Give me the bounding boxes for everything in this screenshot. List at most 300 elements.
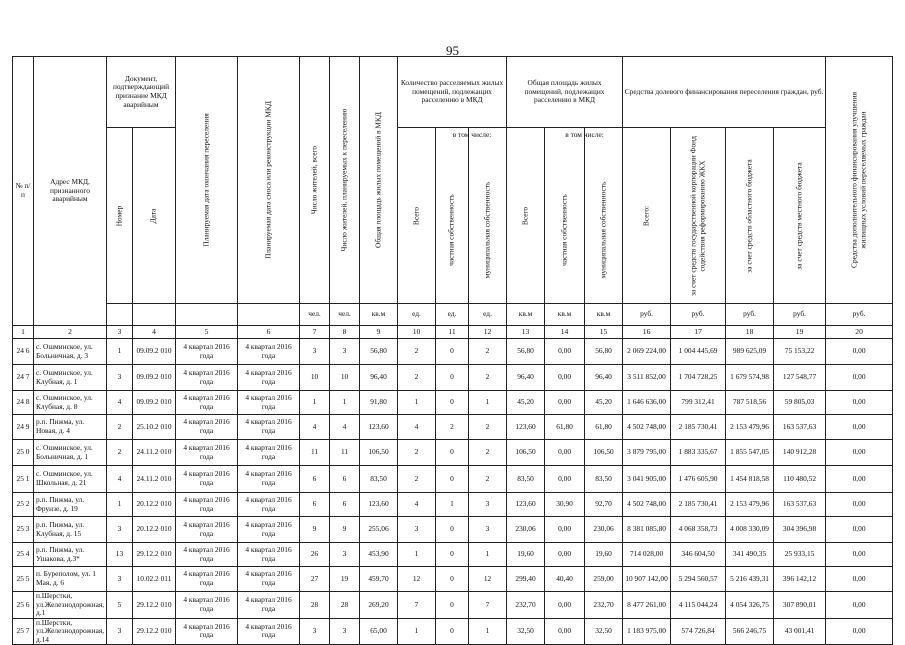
table-cell: 0,00	[826, 440, 893, 466]
unit-cell: чел.	[300, 304, 330, 326]
table-cell: 10	[330, 365, 360, 391]
table-cell: 4 квартал 2016 года	[176, 391, 238, 415]
table-cell: 0,00	[826, 365, 893, 391]
table-cell: 0,00	[826, 493, 893, 517]
table-cell: 1	[300, 391, 330, 415]
table-cell: 4	[107, 391, 133, 415]
header-funding: Средства долевого финансирования переселения граждан, руб.	[623, 57, 826, 128]
table-cell: 32,50	[585, 618, 623, 645]
table-cell: 0	[436, 466, 469, 493]
table-cell: 2	[469, 466, 507, 493]
table-cell: 0	[436, 391, 469, 415]
table-row	[13, 567, 893, 592]
table-cell: 3	[300, 339, 330, 365]
table-cell: 1 004 445,69	[671, 339, 726, 365]
table-cell: 96,40	[585, 365, 623, 391]
table-cell: 4	[330, 415, 360, 440]
unit-cell: кв.м	[507, 304, 545, 326]
table-cell: 19	[330, 567, 360, 592]
table-cell: 3	[469, 517, 507, 543]
table-cell: 10	[300, 365, 330, 391]
table-cell: 4 008 330,09	[726, 517, 774, 543]
header-resettle-end: Планируемая дата окончания переселения	[176, 57, 238, 304]
table-cell: 4 квартал 2016 года	[176, 493, 238, 517]
table-cell: 163 537,63	[774, 415, 826, 440]
table-cell: с. Ошминское, ул. Клубная, д. 1	[34, 365, 107, 391]
unit-cell: руб.	[671, 304, 726, 326]
units-row	[13, 304, 893, 326]
table-cell: 0,00	[826, 543, 893, 567]
column-number-cell: 8	[330, 326, 360, 339]
table-cell: 4	[107, 466, 133, 493]
table-cell: 5	[107, 592, 133, 619]
table-cell: 396 142,12	[774, 567, 826, 592]
table-cell: 1	[398, 618, 436, 645]
table-cell: 0,00	[545, 543, 585, 567]
table-cell: 0	[436, 543, 469, 567]
table-cell: 25 2	[13, 493, 34, 517]
table-cell: 0	[436, 365, 469, 391]
table-cell: 24.11.2 010	[133, 440, 176, 466]
table-cell: 453,90	[360, 543, 398, 567]
units-cell	[133, 304, 176, 326]
table-cell: 3	[107, 365, 133, 391]
unit-cell: руб.	[774, 304, 826, 326]
column-number-cell: 6	[238, 326, 300, 339]
table-cell: 1 454 818,58	[726, 466, 774, 493]
table-cell: 4 квартал 2016 года	[176, 592, 238, 619]
table-cell: 4	[300, 415, 330, 440]
header-qty-municipal: муниципальная собственность	[469, 128, 507, 304]
table-cell: 3	[469, 493, 507, 517]
table-cell: 59 805,03	[774, 391, 826, 415]
column-number-cell: 7	[300, 326, 330, 339]
unit-cell: кв.м	[545, 304, 585, 326]
table-cell: 714 028,00	[623, 543, 671, 567]
table-cell: 3	[330, 618, 360, 645]
table-cell: 1	[436, 493, 469, 517]
table-cell: 0	[436, 517, 469, 543]
table-cell: 2	[107, 415, 133, 440]
column-number-cell: 19	[774, 326, 826, 339]
table-cell: 0,00	[826, 618, 893, 645]
table-cell: 140 912,28	[774, 440, 826, 466]
column-number-cell: 12	[469, 326, 507, 339]
table-cell: 25 3	[13, 517, 34, 543]
table-cell: 61,80	[585, 415, 623, 440]
unit-cell: руб.	[623, 304, 671, 326]
table-cell: 2 185 730,41	[671, 415, 726, 440]
table-cell: 11	[330, 440, 360, 466]
header-area-municipal: муниципальная собственность	[585, 128, 623, 304]
table-cell: 3 041 905,00	[623, 466, 671, 493]
table-cell: 25 6	[13, 592, 34, 619]
table-cell: 2 185 730,41	[671, 493, 726, 517]
table-cell: 4 квартал 2016 года	[238, 493, 300, 517]
table-cell: 0	[436, 339, 469, 365]
table-cell: р.п. Пижма, ул. Ушакова, д.3*	[34, 543, 107, 567]
table-cell: 346 604,50	[671, 543, 726, 567]
unit-cell: чел.	[330, 304, 360, 326]
column-number-cell: 3	[107, 326, 133, 339]
header-document: Документ, подтверждающий признание МКД аварийным	[107, 57, 176, 128]
table-row	[13, 391, 893, 415]
table-cell: 20.12.2 010	[133, 493, 176, 517]
table-cell: 1 679 574,98	[726, 365, 774, 391]
units-cell	[176, 304, 238, 326]
table-cell: 1	[469, 543, 507, 567]
table-cell: 4 502 748,00	[623, 493, 671, 517]
header-fund-local: за счет средств местного бюджета	[774, 128, 826, 304]
table-cell: 5 216 439,31	[726, 567, 774, 592]
unit-cell: ед.	[469, 304, 507, 326]
table-cell: 43 001,41	[774, 618, 826, 645]
table-cell: 92,70	[585, 493, 623, 517]
header-qty-private: в том числе: частная собственность	[436, 128, 469, 304]
table-cell: 6	[330, 493, 360, 517]
header-area: Общая площадь жилых помещений, подлежащих расселению в МКД	[507, 57, 623, 128]
table-cell: 2	[398, 339, 436, 365]
table-cell: 1 646 636,00	[623, 391, 671, 415]
table-cell: 96,40	[360, 365, 398, 391]
table-cell: 10 907 142,00	[623, 567, 671, 592]
table-cell: 4 квартал 2016 года	[176, 440, 238, 466]
unit-cell: ед.	[398, 304, 436, 326]
table-cell: 230,06	[585, 517, 623, 543]
table-cell: 106,50	[360, 440, 398, 466]
table-cell: 40,40	[545, 567, 585, 592]
header-total-area: Общая площадь жилых помещений в МКД	[360, 57, 398, 304]
table-cell: 0,00	[545, 618, 585, 645]
header-area-private: в том числе: частная собственность	[545, 128, 585, 304]
table-cell: 3 511 852,00	[623, 365, 671, 391]
table-cell: 13	[107, 543, 133, 567]
table-cell: 75 153,22	[774, 339, 826, 365]
table-cell: 0,00	[826, 567, 893, 592]
table-row	[13, 592, 893, 619]
table-cell: 4 054 326,75	[726, 592, 774, 619]
table-cell: 56,80	[585, 339, 623, 365]
unit-cell: руб.	[826, 304, 893, 326]
column-number-cell: 9	[360, 326, 398, 339]
table-cell: с. Ошминское, ул. Школьная, д. 21	[34, 466, 107, 493]
table-cell: 110 480,52	[774, 466, 826, 493]
header-qty-total: Всего	[398, 128, 436, 304]
table-cell: п. Буреполом, ул. 1 Мая, д. 6	[34, 567, 107, 592]
table-cell: р.п. Пижма, ул. Фрунзе, д. 19	[34, 493, 107, 517]
column-number-cell: 17	[671, 326, 726, 339]
table-cell: 4 квартал 2016 года	[238, 339, 300, 365]
table-cell: 45,20	[585, 391, 623, 415]
table-cell: 24 8	[13, 391, 34, 415]
header-number: Номер	[107, 128, 133, 304]
table-cell: 307 890,01	[774, 592, 826, 619]
table-cell: 787 518,56	[726, 391, 774, 415]
table-cell: 2 153 479,96	[726, 415, 774, 440]
table-cell: 3	[330, 543, 360, 567]
header-demolition: Планируемая дата сноса или реконструкции МКД	[238, 57, 300, 304]
header-date: Дата	[133, 128, 176, 304]
table-cell: 6	[330, 466, 360, 493]
header-area-total: Всего	[507, 128, 545, 304]
header-additional: Средства дополнительного финансирования улучшения жилищных условий переселяемых граждан	[826, 57, 893, 304]
table-cell: 1	[469, 391, 507, 415]
table-cell: 3	[398, 517, 436, 543]
table-cell: 32,50	[507, 618, 545, 645]
column-number-cell: 15	[585, 326, 623, 339]
table-cell: 4 квартал 2016 года	[238, 592, 300, 619]
table-cell: 0	[436, 592, 469, 619]
unit-cell: ед.	[436, 304, 469, 326]
header-fund-total: Всего:	[623, 128, 671, 304]
table-cell: 2	[398, 365, 436, 391]
table-cell: 45,20	[507, 391, 545, 415]
table-cell: 11	[300, 440, 330, 466]
table-row	[13, 466, 893, 493]
table-cell: 0,00	[826, 592, 893, 619]
table-cell: 1	[107, 339, 133, 365]
table-cell: 0,00	[545, 517, 585, 543]
table-cell: 0,00	[826, 466, 893, 493]
table-cell: 29.12.2 010	[133, 543, 176, 567]
table-cell: 12	[398, 567, 436, 592]
table-cell: 25 933,15	[774, 543, 826, 567]
table-cell: 4 квартал 2016 года	[238, 415, 300, 440]
unit-cell: кв.м	[360, 304, 398, 326]
table-cell: п.Шерстки, ул.Железнодорожная, д.14	[34, 618, 107, 645]
header-row-2	[13, 128, 893, 304]
table-cell: 123,60	[507, 415, 545, 440]
table-cell: с. Ошминское, ул. Больничная, д. 1	[34, 440, 107, 466]
table-cell: 2 069 224,00	[623, 339, 671, 365]
table-cell: 566 246,75	[726, 618, 774, 645]
table-cell: 0,00	[826, 415, 893, 440]
table-cell: 3	[107, 618, 133, 645]
table-cell: 9	[300, 517, 330, 543]
table-cell: 299,40	[507, 567, 545, 592]
table-cell: 0,00	[545, 365, 585, 391]
table-cell: 20.12.2 010	[133, 517, 176, 543]
table-cell: 4 квартал 2016 года	[176, 543, 238, 567]
table-cell: 12	[469, 567, 507, 592]
table-cell: 255,06	[360, 517, 398, 543]
table-cell: 6	[300, 466, 330, 493]
table-cell: 799 312,41	[671, 391, 726, 415]
table-cell: 232,70	[507, 592, 545, 619]
header-address: Адрес МКД, признанного аварийным	[34, 57, 107, 326]
table-cell: 7	[469, 592, 507, 619]
table-cell: п.Шерстки, ул.Железнодорожная, д.1	[34, 592, 107, 619]
table-cell: 4 квартал 2016 года	[238, 543, 300, 567]
table-row	[13, 618, 893, 645]
table-cell: 0	[436, 440, 469, 466]
table-cell: 0,00	[545, 339, 585, 365]
table-cell: 19,60	[585, 543, 623, 567]
table-cell: 24 6	[13, 339, 34, 365]
units-cell	[107, 304, 133, 326]
table-cell: 1	[330, 391, 360, 415]
table-cell: 6	[300, 493, 330, 517]
table-cell: 5 294 560,57	[671, 567, 726, 592]
table-cell: 0,00	[826, 517, 893, 543]
table-cell: 304 396,98	[774, 517, 826, 543]
table-cell: 4 115 044,24	[671, 592, 726, 619]
column-number-cell: 11	[436, 326, 469, 339]
table-cell: 0	[436, 567, 469, 592]
table-cell: 1 883 335,67	[671, 440, 726, 466]
table-cell: 2	[436, 415, 469, 440]
table-cell: 0,00	[545, 391, 585, 415]
column-number-cell: 14	[545, 326, 585, 339]
table-cell: 2	[469, 440, 507, 466]
table-cell: 4 квартал 2016 года	[238, 517, 300, 543]
table-cell: 0,00	[826, 391, 893, 415]
table-cell: 4 квартал 2016 года	[238, 618, 300, 645]
header-residents-planned: Число жителей, планируемых к переселению	[330, 57, 360, 304]
table-row	[13, 517, 893, 543]
table-cell: 4	[398, 415, 436, 440]
table-cell: 3	[107, 567, 133, 592]
table-cell: 989 625,09	[726, 339, 774, 365]
table-cell: 65,00	[360, 618, 398, 645]
table-cell: 4 068 358,73	[671, 517, 726, 543]
table-cell: 2	[398, 440, 436, 466]
header-residents: Число жителей, всего	[300, 57, 330, 304]
resettlement-table	[12, 56, 893, 645]
table-cell: 3	[107, 517, 133, 543]
table-cell: 1 855 547,05	[726, 440, 774, 466]
table-cell: 4	[398, 493, 436, 517]
table-cell: 83,50	[360, 466, 398, 493]
table-cell: 127 548,77	[774, 365, 826, 391]
header-fund-region: за счет средств областного бюджета	[726, 128, 774, 304]
table-cell: 4 квартал 2016 года	[238, 391, 300, 415]
table-cell: 106,50	[507, 440, 545, 466]
table-cell: 09.09.2 010	[133, 365, 176, 391]
table-cell: 56,80	[507, 339, 545, 365]
header-fund-gk: за счет средств государственной корпорации Фонд содействия реформированию ЖКХ	[671, 128, 726, 304]
table-cell: 269,20	[360, 592, 398, 619]
table-row	[13, 365, 893, 391]
table-cell: 09.09.2 010	[133, 339, 176, 365]
table-cell: 28	[330, 592, 360, 619]
column-number-row	[13, 326, 893, 339]
table-cell: 1 704 728,25	[671, 365, 726, 391]
table-cell: 19,60	[507, 543, 545, 567]
column-number-cell: 13	[507, 326, 545, 339]
table-cell: 1 476 605,90	[671, 466, 726, 493]
table-cell: 24.11.2 010	[133, 466, 176, 493]
table-cell: 4 квартал 2016 года	[176, 618, 238, 645]
table-row	[13, 440, 893, 466]
table-cell: 4 квартал 2016 года	[176, 567, 238, 592]
table-cell: 8 381 085,80	[623, 517, 671, 543]
table-cell: 83,50	[507, 466, 545, 493]
table-cell: 106,50	[585, 440, 623, 466]
units-cell	[238, 304, 300, 326]
table-cell: 0,00	[545, 466, 585, 493]
table-cell: 4 квартал 2016 года	[176, 339, 238, 365]
table-row	[13, 339, 893, 365]
table-cell: 4 квартал 2016 года	[176, 415, 238, 440]
table-row	[13, 415, 893, 440]
table-cell: 2 153 479,96	[726, 493, 774, 517]
table-cell: 3	[330, 339, 360, 365]
table-cell: 25 0	[13, 440, 34, 466]
table-cell: 10.02.2 011	[133, 567, 176, 592]
table-cell: 232,70	[585, 592, 623, 619]
table-cell: 4 квартал 2016 года	[176, 466, 238, 493]
table-cell: 1	[469, 618, 507, 645]
table-cell: 2	[469, 339, 507, 365]
table-cell: 25 1	[13, 466, 34, 493]
table-cell: 0,00	[545, 592, 585, 619]
table-cell: 3 879 795,00	[623, 440, 671, 466]
table-cell: 91,80	[360, 391, 398, 415]
table-cell: 25 7	[13, 618, 34, 645]
table-cell: 2	[398, 466, 436, 493]
table-cell: 0	[436, 618, 469, 645]
table-cell: 4 502 748,00	[623, 415, 671, 440]
page-number: 95	[446, 43, 459, 58]
table-cell: 25.10.2 010	[133, 415, 176, 440]
table-cell: 27	[300, 567, 330, 592]
table-cell: 30,90	[545, 493, 585, 517]
table-cell: 8 477 261,00	[623, 592, 671, 619]
table-cell: 2	[469, 415, 507, 440]
table-cell: с. Ошминское, ул. Больничная, д. 3	[34, 339, 107, 365]
table-cell: 1	[398, 543, 436, 567]
table-cell: 4 квартал 2016 года	[176, 517, 238, 543]
table-cell: 4 квартал 2016 года	[238, 567, 300, 592]
table-cell: 09.09.2 010	[133, 391, 176, 415]
table-cell: 25 5	[13, 567, 34, 592]
table-cell: 9	[330, 517, 360, 543]
header-row-1	[13, 57, 893, 128]
table-cell: 4 квартал 2016 года	[176, 365, 238, 391]
column-number-cell: 5	[176, 326, 238, 339]
table-cell: 61,80	[545, 415, 585, 440]
table-cell: 0,00	[545, 440, 585, 466]
table-cell: 574 726,84	[671, 618, 726, 645]
table-cell: 459,70	[360, 567, 398, 592]
table-row	[13, 543, 893, 567]
table-cell: 96,40	[507, 365, 545, 391]
table-cell: 0,00	[826, 339, 893, 365]
header-no: № п/п	[13, 57, 34, 326]
table-cell: р.п. Пижма, ул. Клубная, д. 15	[34, 517, 107, 543]
table-cell: р.п. Пижма, ул. Новая, д. 4	[34, 415, 107, 440]
table-cell: 123,60	[507, 493, 545, 517]
table-cell: 230,06	[507, 517, 545, 543]
table-cell: 2	[469, 365, 507, 391]
column-number-cell: 4	[133, 326, 176, 339]
table-cell: 1 183 975,00	[623, 618, 671, 645]
table-cell: 26	[300, 543, 330, 567]
table-cell: 25 4	[13, 543, 34, 567]
column-number-cell: 1	[13, 326, 34, 339]
column-number-cell: 18	[726, 326, 774, 339]
table-cell: 4 квартал 2016 года	[238, 466, 300, 493]
table-cell: с. Ошминское, ул. Клубная, д. 8	[34, 391, 107, 415]
table-cell: 163 537,63	[774, 493, 826, 517]
table-cell: 4 квартал 2016 года	[238, 440, 300, 466]
table-cell: 29.12.2 010	[133, 592, 176, 619]
table-cell: 4 квартал 2016 года	[238, 365, 300, 391]
table-cell: 341 490,35	[726, 543, 774, 567]
table-cell: 2	[107, 440, 133, 466]
table-cell: 56,80	[360, 339, 398, 365]
